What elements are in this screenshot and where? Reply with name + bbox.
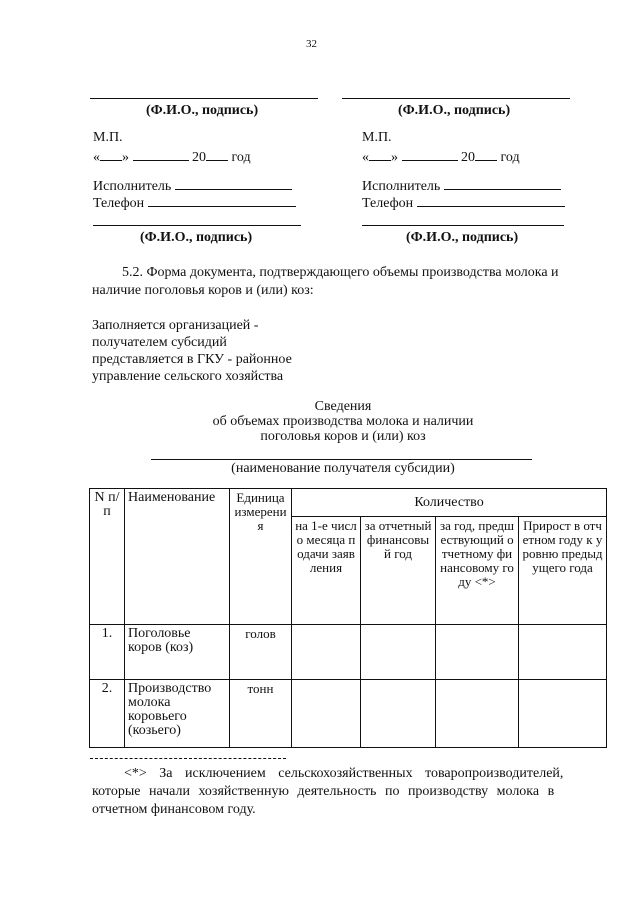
header-num: N п/п bbox=[90, 489, 125, 625]
recipient-line bbox=[151, 459, 532, 460]
fill-note-line1: Заполняется организацией - bbox=[92, 318, 259, 333]
date-line-right: « » 20 год bbox=[362, 150, 520, 165]
section-text-line1: 5.2. Форма документа, подтверждающего объемы производства молока и bbox=[122, 265, 559, 280]
subheader-current-month: на 1-е число месяца подачи заявления bbox=[292, 517, 361, 625]
signature-caption-left: (Ф.И.О., подпись) bbox=[146, 103, 259, 118]
row-cell-empty bbox=[292, 625, 361, 680]
date-line-left: « » 20 год bbox=[93, 150, 251, 165]
row-name: Производство молока коровьего (козьего) bbox=[125, 680, 230, 748]
row-unit: голов bbox=[230, 625, 292, 680]
page-number: 32 bbox=[306, 38, 317, 50]
row-cell-empty bbox=[519, 625, 607, 680]
row-cell-empty bbox=[436, 625, 519, 680]
header-name: Наименование bbox=[125, 489, 230, 625]
fill-note-line4: управление сельского хозяйства bbox=[92, 369, 284, 384]
signature-caption-right-2: (Ф.И.О., подпись) bbox=[406, 230, 519, 245]
subheader-growth: Прирост в отчетном году к уровню предыдущего года bbox=[519, 517, 607, 625]
table-row bbox=[90, 680, 607, 748]
phone-line-left: Телефон bbox=[93, 194, 296, 212]
footnote-line2: которые начали хозяйственную деятельность по производству молока в bbox=[92, 784, 555, 799]
executor-line-right: Исполнитель bbox=[362, 177, 561, 195]
row-cell-empty bbox=[361, 680, 436, 748]
subheader-previous-year: за год, предшествующий отчетному финансовому году <*> bbox=[436, 517, 519, 625]
header-unit: Единица измерения bbox=[230, 489, 292, 625]
header-quantity: Количество bbox=[292, 489, 607, 517]
row-cell-empty bbox=[519, 680, 607, 748]
row-cell-empty bbox=[436, 680, 519, 748]
row-num: 1. bbox=[90, 625, 125, 680]
row-cell-empty bbox=[292, 680, 361, 748]
executor-line-left: Исполнитель bbox=[93, 177, 292, 195]
section-text-line2: наличие поголовья коров и (или) коз: bbox=[92, 283, 314, 298]
signature-line-right-2 bbox=[362, 225, 564, 226]
signature-caption-right: (Ф.И.О., подпись) bbox=[398, 103, 511, 118]
document-subtitle-line1: об объемах производства молока и наличии bbox=[212, 414, 474, 429]
signature-line-left bbox=[90, 98, 318, 99]
subheader-reporting-year: за отчетный финансовый год bbox=[361, 517, 436, 625]
row-unit: тонн bbox=[230, 680, 292, 748]
footnote-separator bbox=[90, 758, 286, 759]
signature-line-right bbox=[342, 98, 570, 99]
signature-line-left-2 bbox=[93, 225, 301, 226]
document-title: Сведения bbox=[314, 399, 372, 414]
data-table bbox=[89, 488, 607, 748]
fill-note-line3: представляется в ГКУ - районное bbox=[92, 352, 292, 367]
phone-line-right: Телефон bbox=[362, 194, 565, 212]
recipient-caption: (наименование получателя субсидии) bbox=[231, 461, 455, 476]
document-subtitle-line2: поголовья коров и (или) коз bbox=[260, 429, 426, 444]
row-cell-empty bbox=[361, 625, 436, 680]
footnote-line3: отчетном финансовом году. bbox=[92, 802, 256, 817]
signature-caption-left-2: (Ф.И.О., подпись) bbox=[140, 230, 253, 245]
fill-note-line2: получателем субсидий bbox=[92, 335, 227, 350]
footnote-line1: <*> За исключением сельскохозяйственных товаропроизводителей, bbox=[124, 766, 564, 781]
table-row bbox=[90, 625, 607, 680]
stamp-label-right: М.П. bbox=[362, 130, 392, 145]
row-name: Поголовье коров (коз) bbox=[125, 625, 230, 680]
row-num: 2. bbox=[90, 680, 125, 748]
stamp-label-left: М.П. bbox=[93, 130, 123, 145]
